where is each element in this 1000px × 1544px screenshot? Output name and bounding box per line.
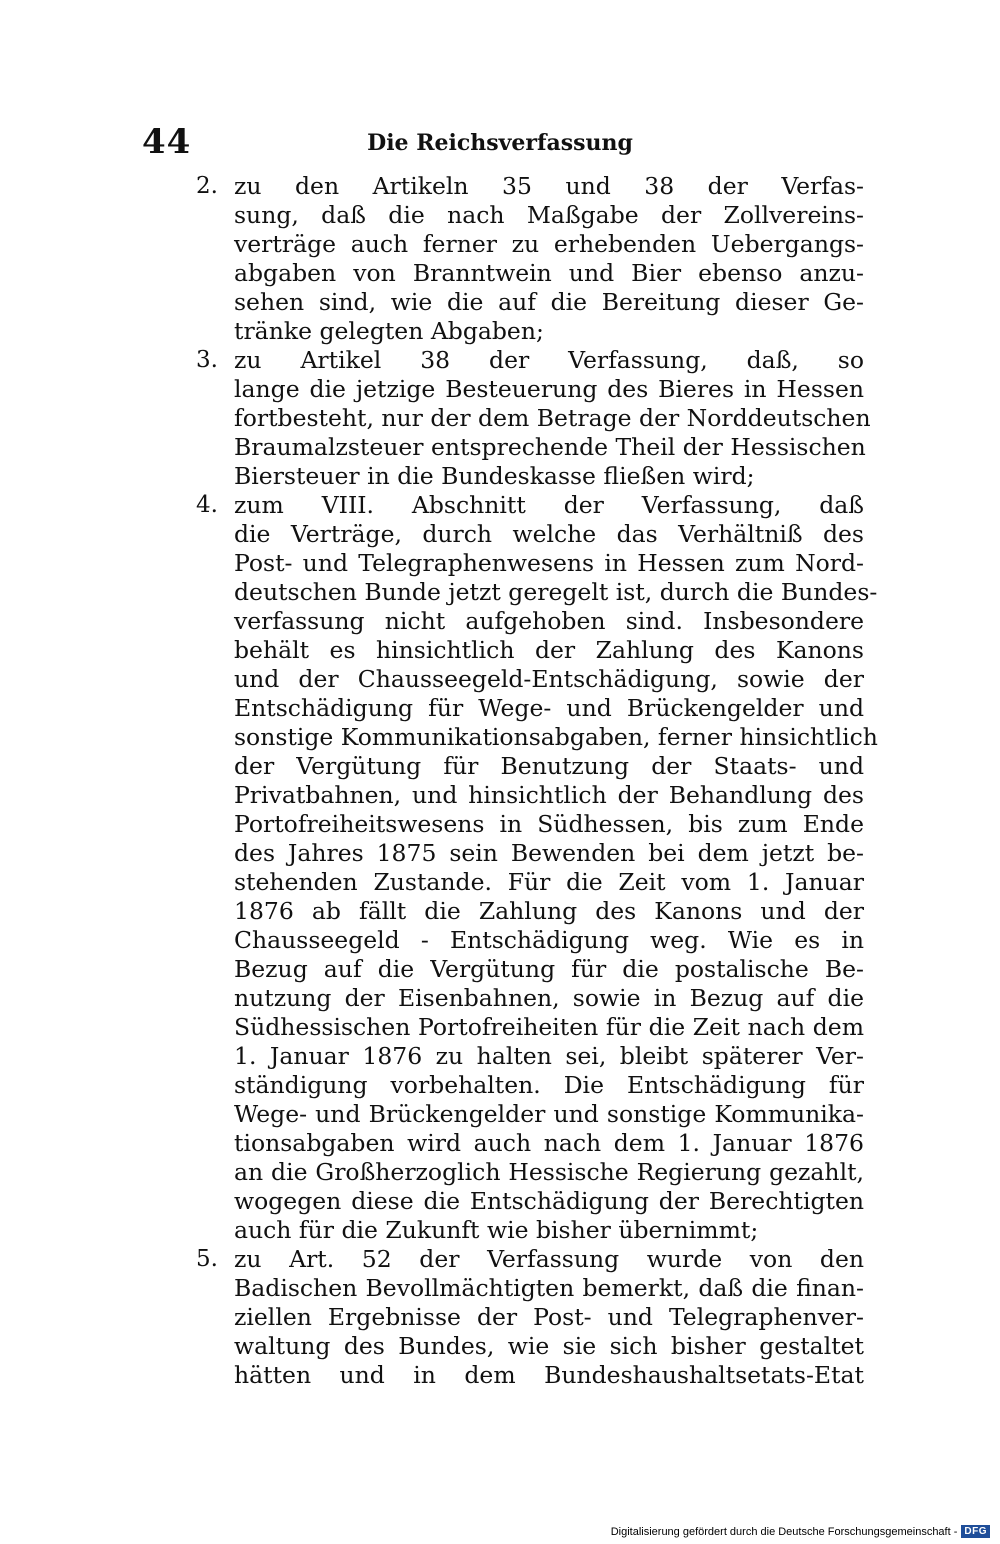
- text-line: Südhessischen Portofreiheiten für die Zeit nach dem: [234, 1013, 864, 1041]
- text-line: lange die jetzige Besteuerung des Bieres in Hessen: [234, 375, 864, 403]
- text-line: 1876 ab fällt die Zahlung des Kanons und der: [234, 897, 864, 925]
- text-line: Post- und Telegraphenwesens in Hessen zum Nord-: [234, 549, 864, 577]
- text-line: hätten und in dem Bundeshaushaltsetats-Etat: [234, 1361, 864, 1389]
- text-line: Portofreiheitswesens in Südhessen, bis zum Ende: [234, 810, 864, 838]
- list-item-4: [196, 491, 878, 1245]
- text-line: stehenden Zustande. Für die Zeit vom 1. Januar: [234, 868, 864, 896]
- text-line: die Verträge, durch welche das Verhältniß des: [234, 520, 864, 548]
- text-line: Biersteuer in die Bundeskasse fließen wird;: [234, 462, 755, 490]
- dfg-logo-icon: DFG: [961, 1525, 990, 1538]
- text-line: Badischen Bevollmächtigten bemerkt, daß die finan-: [234, 1274, 864, 1302]
- item-number: 3.: [196, 347, 218, 373]
- text-line: des Jahres 1875 sein Bewenden bei dem jetzt be-: [234, 839, 864, 867]
- text-line: Privatbahnen, und hinsichtlich der Behandlung des: [234, 781, 864, 809]
- text-line: ziellen Ergebnisse der Post- und Telegraphenver-: [234, 1303, 864, 1331]
- text-line: 1. Januar 1876 zu halten sei, bleibt späterer Ver-: [234, 1042, 864, 1070]
- list-item-5: [196, 1245, 864, 1390]
- footer-text: Digitalisierung gefördert durch die Deutsche Forschungsgemeinschaft -: [610, 1525, 958, 1538]
- text-line: Braumalzsteuer entsprechende Theil der Hessischen: [234, 433, 866, 461]
- text-line: zu Art. 52 der Verfassung wurde von den: [234, 1245, 864, 1273]
- text-line: Chausseegeld - Entschädigung weg. Wie es in: [234, 926, 864, 954]
- text-line: an die Großherzoglich Hessische Regierung gezahlt,: [234, 1158, 864, 1186]
- page-number: 44: [142, 122, 192, 162]
- item-number: 2.: [196, 173, 218, 199]
- text-line: waltung des Bundes, wie sie sich bisher gestaltet: [234, 1332, 864, 1360]
- text-line: zum VIII. Abschnitt der Verfassung, daß: [234, 491, 864, 519]
- text-line: wogegen diese die Entschädigung der Berechtigten: [234, 1187, 864, 1215]
- item-number: 5.: [196, 1246, 218, 1272]
- text-line: nutzung der Eisenbahnen, sowie in Bezug auf die: [234, 984, 864, 1012]
- text-line: Bezug auf die Vergütung für die postalische Be-: [234, 955, 864, 983]
- text-line: verträge auch ferner zu erhebenden Uebergangs-: [234, 230, 864, 258]
- text-line: ständigung vorbehalten. Die Entschädigung für: [234, 1071, 864, 1099]
- text-line: zu den Artikeln 35 und 38 der Verfas-: [234, 172, 864, 200]
- list-item-2: [196, 172, 864, 346]
- text-line: Entschädigung für Wege- und Brückengelder und: [234, 694, 864, 722]
- text-line: behält es hinsichtlich der Zahlung des Kanons: [234, 636, 864, 664]
- text-line: und der Chausseegeld-Entschädigung, sowie der: [234, 665, 864, 693]
- item-number: 4.: [196, 492, 218, 518]
- running-title: Die Reichsverfassung: [367, 130, 633, 156]
- text-line: der Vergütung für Benutzung der Staats- und: [234, 752, 864, 780]
- footer-credit: [611, 1525, 990, 1538]
- text-line: tränke gelegten Abgaben;: [234, 317, 544, 345]
- body-text: [196, 172, 878, 1390]
- text-line: deutschen Bunde jetzt geregelt ist, durch die Bundes-: [234, 578, 878, 606]
- list-item-3: [196, 346, 871, 491]
- text-line: verfassung nicht aufgehoben sind. Insbesondere: [234, 607, 864, 635]
- text-line: tionsabgaben wird auch nach dem 1. Januar 1876: [234, 1129, 864, 1157]
- text-line: fortbesteht, nur der dem Betrage der Norddeutschen: [234, 404, 871, 432]
- text-line: sung, daß die nach Maßgabe der Zollvereins-: [234, 201, 864, 229]
- text-line: zu Artikel 38 der Verfassung, daß, so: [234, 346, 864, 374]
- text-line: abgaben von Branntwein und Bier ebenso anzu-: [234, 259, 864, 287]
- text-line: sonstige Kommunikationsabgaben, ferner hinsichtlich: [234, 723, 878, 751]
- text-line: sehen sind, wie die auf die Bereitung dieser Ge-: [234, 288, 864, 316]
- text-line: auch für die Zukunft wie bisher übernimmt;: [234, 1216, 759, 1244]
- text-line: Wege- und Brückengelder und sonstige Kommunika-: [234, 1100, 864, 1128]
